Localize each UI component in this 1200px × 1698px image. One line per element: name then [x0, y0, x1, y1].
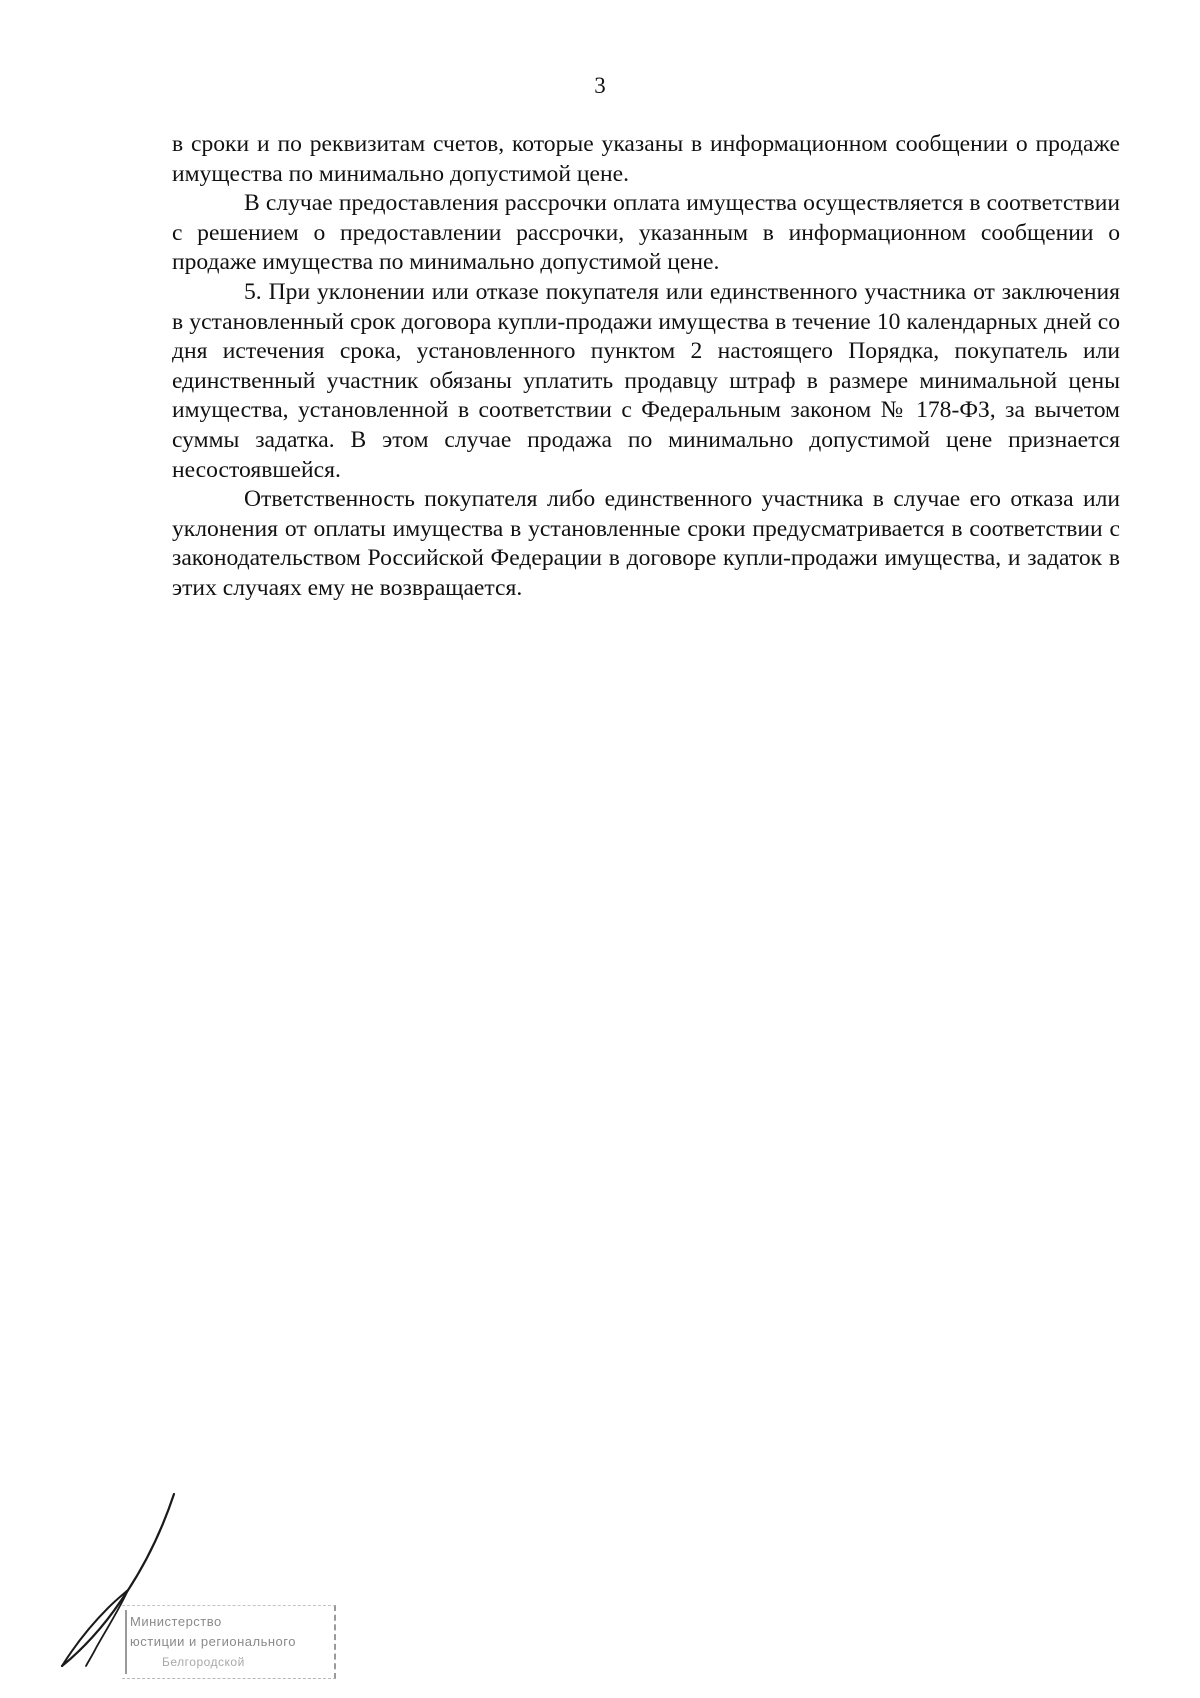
page-number: 3 — [594, 73, 606, 98]
signature-stamp-block — [52, 1490, 352, 1690]
svg-text:Белгородской: Белгородской — [162, 1655, 245, 1669]
paragraph-item-5: 5. При уклонении или отказе покупателя или единственного участника от заключения в установленный срок договора купли-продажи имущества в течение 10 календарных дней со дня истечения срока, установленного пунктом 2 настоящего Порядка, покупатель или единственный участник обязаны уплатить продавцу штраф в размере минимальной цены имущества, установленной в соответствии с Федеральным законом № 178-ФЗ, за вычетом суммы задатка. В этом случае продажа по минимально допустимой цене признается несостоявшейся. — [172, 278, 1120, 483]
svg-text:Министерство: Министерство — [130, 1614, 222, 1629]
stamp-lettering — [122, 1606, 334, 1678]
ministry-stamp — [122, 1605, 336, 1679]
document-body — [172, 130, 1120, 604]
paragraph-payment-terms: в сроки и по реквизитам счетов, которые указаны в информационном сообщении о продаже имущества по минимально допустимой цене. — [172, 131, 1120, 187]
paragraph-installment: В случае предоставления рассрочки оплата имущества осуществляется в соответствии с решением о предоставлении рассрочки, указанным в информационном сообщении о продаже имущества по минимально допустимой цене. — [172, 190, 1120, 276]
svg-text:юстиции и регионального: юстиции и регионального — [130, 1634, 296, 1649]
paragraph-liability: Ответственность покупателя либо единственного участника в случае его отказа или уклонения от оплаты имущества в установленные сроки предусматривается в соответствии с законодательством Российской Федерации в договоре купли-продажи имущества, и задаток в этих случаях ему не возвращается. — [172, 486, 1120, 601]
